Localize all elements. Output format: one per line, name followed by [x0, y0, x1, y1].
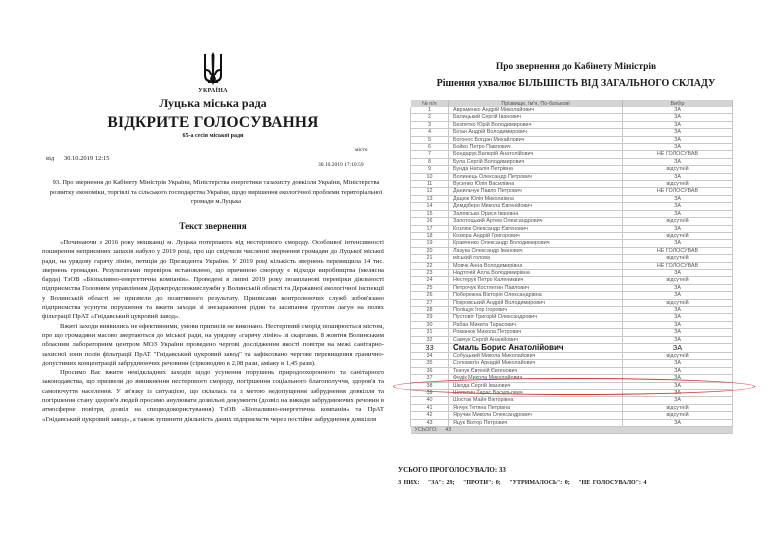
row-choice: НЕ ГОЛОСУВАВ	[623, 247, 733, 254]
table-row	[411, 107, 733, 114]
row-number: 33	[411, 344, 449, 353]
table-row	[411, 114, 733, 121]
row-number: 12	[411, 188, 449, 195]
city-label: місто	[355, 147, 368, 153]
row-number: 21	[411, 255, 449, 262]
row-number: 4	[411, 129, 449, 136]
highlight-circle	[393, 378, 755, 395]
row-name: Надточій Алла Володимирівна	[449, 269, 623, 276]
row-name: Лазука Олександр Іванович	[449, 247, 623, 254]
row-name: Вусенко Юлія Василівна	[449, 181, 623, 188]
row-choice: ЗА	[623, 344, 733, 353]
row-name: Шостак Майя Вікторівна	[449, 397, 623, 404]
row-number: 20	[411, 247, 449, 254]
row-name: Бондарук Валерій Анатолійович	[449, 151, 623, 158]
table-row	[411, 240, 733, 247]
row-choice: ЗА	[623, 269, 733, 276]
row-number: 41	[411, 404, 449, 411]
row-choice: ЗА	[623, 336, 733, 343]
row-number: 37	[411, 375, 449, 382]
appeal-text	[42, 238, 384, 424]
row-choice: ЗА	[623, 158, 733, 165]
row-name: Шляхтич Тарас Васильович	[449, 390, 623, 397]
row-number: 39	[411, 390, 449, 397]
from-label: від	[46, 155, 55, 162]
row-choice: ЗА	[623, 114, 733, 121]
row-choice: ЗА	[623, 321, 733, 328]
row-number: 29	[411, 314, 449, 321]
table-row	[411, 232, 733, 239]
table-row	[411, 195, 733, 202]
row-choice: ЗА	[623, 107, 733, 114]
table-row	[411, 277, 733, 284]
row-number: 35	[411, 360, 449, 367]
table-row	[411, 158, 733, 165]
row-choice: відсутній	[623, 218, 733, 225]
row-choice: ЗА	[623, 306, 733, 313]
row-choice: ЗА	[623, 210, 733, 217]
table-row	[411, 344, 733, 353]
row-number: 27	[411, 299, 449, 306]
row-number: 23	[411, 269, 449, 276]
row-name: Залевська Орися Іванівна	[449, 210, 623, 217]
row-choice: ЗА	[623, 195, 733, 202]
table-row	[411, 203, 733, 210]
row-choice: відсутній	[623, 166, 733, 173]
row-choice: ЗА	[623, 390, 733, 397]
table-row	[411, 404, 733, 411]
total-label: УСЬОГО:	[414, 427, 438, 434]
row-choice: ЗА	[623, 121, 733, 128]
table-row	[411, 247, 733, 254]
row-number: 38	[411, 382, 449, 389]
paragraph: Просимо Вас вжити невідкладних заходів щодо усунення порушень природоохоронного та санітарного законодавства, що призвели до виникнення нестерпного смороду, погіршення соціального благополуччя, здоров'я та самопочуття населення. У зв'язку із ситуацією, що склалась та з метою недопущення забруднення довкілля та погіршення стану здоров'я людей просимо анулювати дозвільні документи (дозвіл на викиди забруднюючих речовин в атмосферне повітря, дозвіл на спецводокористування) ТзОВ «Біопаливно-енергетична компанія» та ПрАТ «Гнідавський цукровий завод», а також зупинити діяльність даних підприємств через постійне забруднення довкілля	[42, 369, 384, 423]
table-row	[411, 225, 733, 232]
row-choice: ЗА	[623, 382, 733, 389]
row-number: 36	[411, 367, 449, 374]
total-value: 43	[445, 427, 452, 434]
row-name: Дацюк Юлія Миколаївна	[449, 195, 623, 202]
row-name: Волинець Олександр Петрович	[449, 173, 623, 180]
row-name: Данильчук Павло Петрович	[449, 188, 623, 195]
table-row	[411, 329, 733, 336]
row-number: 17	[411, 225, 449, 232]
table-row	[411, 188, 733, 195]
row-number: 30	[411, 321, 449, 328]
decision-rule: Рішення ухвалює БІЛЬШІСТЬ ВІД ЗАГАЛЬНОГО СКЛАДУ	[436, 78, 716, 89]
row-number: 6	[411, 144, 449, 151]
col-choice: Вибір	[623, 100, 733, 107]
row-number: 19	[411, 240, 449, 247]
row-number: 18	[411, 232, 449, 239]
row-choice: ЗА	[623, 292, 733, 299]
row-choice: НЕ ГОЛОСУВАВ	[623, 151, 733, 158]
breakdown-for: "ЗА": 29;	[427, 480, 455, 486]
table-row	[411, 353, 733, 360]
row-number: 40	[411, 397, 449, 404]
row-name: Собуцький Микола Миколайович	[449, 353, 623, 360]
paragraph: «Починаючи з 2016 року мешканці м. Луцька потерпають від нестерпного смороду. Особливої інтенсивності поширення неприємних запахів набуло у 2019 році, про що свідчили численні звернення громадян до Луцької міської ради, на урядову гарячу лінію, петиція до Президента України. У 2019 році кількість звернень перевищила 14 тис. звернень громадян. Результатами перевірок встановлено, що причиною смороду є відходи виробництва (мелясна барда) ТзОВ «Біопаливно-енергетична компанія». Проведені в липні 2019 року позапланові перевірки діяльності підприємства Головним управлінням Держпродспоживслужби у Волинській області та Державної екологічної інспекції у Волинській області не призвели до позитивного результату. Приписами контролюючих служб зобов'язано підприємства усунути порушення та вжити заходи зі знезараження рідин та засипання ґрунтом лагун на полях фільтрації ПрАТ «Гнідавський цукровий завод».	[42, 239, 384, 321]
row-number: 1	[411, 107, 449, 114]
row-name: Мовчк Анна Володимирівна	[449, 262, 623, 269]
row-choice: ЗА	[623, 136, 733, 143]
row-number: 43	[411, 419, 449, 426]
row-choice: ЗА	[623, 360, 733, 367]
row-choice: ЗА	[623, 375, 733, 382]
table-row	[411, 121, 733, 128]
row-name: Бойко Петро Павлович	[449, 144, 623, 151]
row-name: Богонос Богдан Михайлович	[449, 136, 623, 143]
summary-breakdown	[398, 480, 653, 486]
row-name: Янчук Тетяна Петрівна	[449, 404, 623, 411]
row-number: 25	[411, 284, 449, 291]
row-choice: відсутній	[623, 277, 733, 284]
table-row	[411, 397, 733, 404]
row-number: 11	[411, 181, 449, 188]
row-name: Смаль Борис Анатолійович	[449, 344, 623, 353]
row-number: 28	[411, 306, 449, 313]
agenda-question: 93. Про звернення до Кабінету Міністрів України, Міністерства енергетики тазахисту довкілля України, Міністерства розвитку економіки, торгівлі та сільського господарства України, щодо вирішення екологічної проблеми територіальної громади м.Луцька	[49, 179, 383, 205]
summary-voted: УСЬОГО ПРОГОЛОСУВАЛО: 33	[398, 466, 506, 474]
row-name: Демдіберн Микола Євгенійович	[449, 203, 623, 210]
row-choice: відсутній	[623, 232, 733, 239]
row-choice: НЕ ГОЛОСУВАВ	[623, 188, 733, 195]
row-choice: ЗА	[623, 314, 733, 321]
row-name: Савчук Сергій Ананійович	[449, 336, 623, 343]
row-name: Запотоцький Артем Олександрович	[449, 218, 623, 225]
table-row	[411, 284, 733, 291]
row-name: Шкода Сергій Іванович	[449, 382, 623, 389]
row-number: 42	[411, 412, 449, 419]
row-choice: ЗА	[623, 225, 733, 232]
row-number: 34	[411, 353, 449, 360]
table-row	[411, 314, 733, 321]
row-number: 26	[411, 292, 449, 299]
row-choice: відсутній	[623, 412, 733, 419]
row-name: Соломатін Аркадій Миколайович	[449, 360, 623, 367]
row-name: Ткачук Євгеній Євгенович	[449, 367, 623, 374]
row-number: 3	[411, 121, 449, 128]
row-name: Була Сергій Володимирович	[449, 158, 623, 165]
table-header	[411, 100, 733, 107]
row-choice: відсутній	[623, 299, 733, 306]
trident-coat-of-arms-icon	[201, 51, 225, 87]
row-name: Бунда Наталія Петрівна	[449, 166, 623, 173]
breakdown-not-voted: "НЕ ГОЛОСУВАЛО": 4	[578, 480, 647, 486]
table-row	[411, 419, 733, 426]
row-name: Петрочук Костянтин Павлович	[449, 284, 623, 291]
row-number: 32	[411, 336, 449, 343]
row-name: Нестерук Петро Калениквич	[449, 277, 623, 284]
table-row	[411, 306, 733, 313]
vote-results-page	[384, 0, 768, 543]
row-number: 14	[411, 203, 449, 210]
row-name: Авраменко Андрій Миколайович	[449, 107, 623, 114]
session-label: 65-а сесія міської ради	[182, 133, 244, 139]
table-row	[411, 218, 733, 225]
row-number: 15	[411, 210, 449, 217]
row-number: 8	[411, 158, 449, 165]
table-row	[411, 255, 733, 262]
row-choice: відсутній	[623, 181, 733, 188]
row-name: Балицький Сергій Іванович	[449, 114, 623, 121]
table-row	[411, 181, 733, 188]
row-choice: ЗА	[623, 129, 733, 136]
table-row	[411, 136, 733, 143]
table-row	[411, 144, 733, 151]
row-name: Рабан Микита Тарасович	[449, 321, 623, 328]
row-name: Кравченко Олександр Володимирович	[449, 240, 623, 247]
breakdown-label: З НИХ:	[398, 480, 420, 486]
table-row	[411, 210, 733, 217]
row-number: 22	[411, 262, 449, 269]
row-name: міський голова	[449, 255, 623, 262]
row-name: Покровський Андрій Володимирович	[449, 299, 623, 306]
row-choice: ЗА	[623, 329, 733, 336]
from-date-row	[46, 155, 110, 162]
col-name: Прізвище, Ім'я, По-батькові	[449, 100, 623, 107]
row-number: 5	[411, 136, 449, 143]
paragraph: Вжиті заходи виявились не ефективними, умови приписів не виконано. Нестерпний сморід поширюється містом, про що громадяни масово звертаються до міської ради, на урядову «гарячу лінію» зі скаргами. 8 жовтня Волинським обласним лабораторним центром МОЗ України проведено чергові дослідження якості повітря на межі санітарно-захисної зони полів фільтрації ПрАТ "Гнідавський цукровий завод" та зафіксовано чергове перевищення гранично-допустимих концентрацій забруднюючих речовини (сірководню в 2,08 рази, аміаку в 1,45 рази).	[42, 322, 384, 367]
table-row	[411, 367, 733, 374]
row-number: 7	[411, 151, 449, 158]
text-heading: Текст звернення	[179, 221, 247, 231]
row-choice: ЗА	[623, 397, 733, 404]
row-choice: відсутній	[623, 404, 733, 411]
table-row	[411, 151, 733, 158]
table-row	[411, 166, 733, 173]
row-name: Безпятко Юрій Володимирович	[449, 121, 623, 128]
page-title: ВІДКРИТЕ ГОЛОСУВАННЯ	[107, 114, 319, 131]
row-number: 24	[411, 277, 449, 284]
row-choice: ЗА	[623, 367, 733, 374]
table-row	[411, 269, 733, 276]
council-name: Луцька міська рада	[159, 96, 267, 110]
row-name: Пустовіт Григорій Олександрович	[449, 314, 623, 321]
row-choice: НЕ ГОЛОСУВАВ	[623, 262, 733, 269]
table-row	[411, 321, 733, 328]
total-row	[411, 427, 733, 434]
row-number: 13	[411, 195, 449, 202]
row-choice: відсутній	[623, 353, 733, 360]
table-row	[411, 360, 733, 367]
table-row	[411, 292, 733, 299]
row-name: Поліщук Ігор Ігорович	[449, 306, 623, 313]
row-name: Побережна Вікторія Олександрівна	[449, 292, 623, 299]
row-name: Білан Андрій Володимирович	[449, 129, 623, 136]
country-label: УКРАЇНА	[198, 88, 228, 94]
results-title: Про звернення до Кабінету Міністрів	[495, 62, 657, 72]
row-number: 9	[411, 166, 449, 173]
vote-timestamp: 30.10.2019 17:10:59	[318, 162, 364, 168]
row-choice: ЗА	[623, 203, 733, 210]
table-row	[411, 173, 733, 180]
row-choice: ЗА	[623, 173, 733, 180]
row-number: 2	[411, 114, 449, 121]
row-name: Козюра Андрій Григорович	[449, 232, 623, 239]
from-date: 30.10.2019 12:15	[63, 155, 110, 162]
breakdown-abstain: "УТРИМАЛОСЬ": 0;	[509, 480, 570, 486]
row-choice: ЗА	[623, 240, 733, 247]
row-choice: ЗА	[623, 419, 733, 426]
col-number: № п/п	[411, 100, 449, 107]
row-choice: відсутній	[623, 255, 733, 262]
row-number: 10	[411, 173, 449, 180]
row-name: Яручик Микола Олександрович	[449, 412, 623, 419]
row-number: 31	[411, 329, 449, 336]
row-name: Романюк Микола Петрович	[449, 329, 623, 336]
table-row	[411, 412, 733, 419]
row-choice: ЗА	[623, 144, 733, 151]
table-row	[411, 299, 733, 306]
row-number: 16	[411, 218, 449, 225]
row-name: Федік Микола Миколайович	[449, 375, 623, 382]
row-name: Козлюк Олександр Євгенович	[449, 225, 623, 232]
breakdown-against: "ПРОТИ": 0;	[463, 480, 501, 486]
row-name: Яцук Віктор Петрович	[449, 419, 623, 426]
table-row	[411, 262, 733, 269]
row-choice: ЗА	[623, 284, 733, 291]
table-row	[411, 129, 733, 136]
